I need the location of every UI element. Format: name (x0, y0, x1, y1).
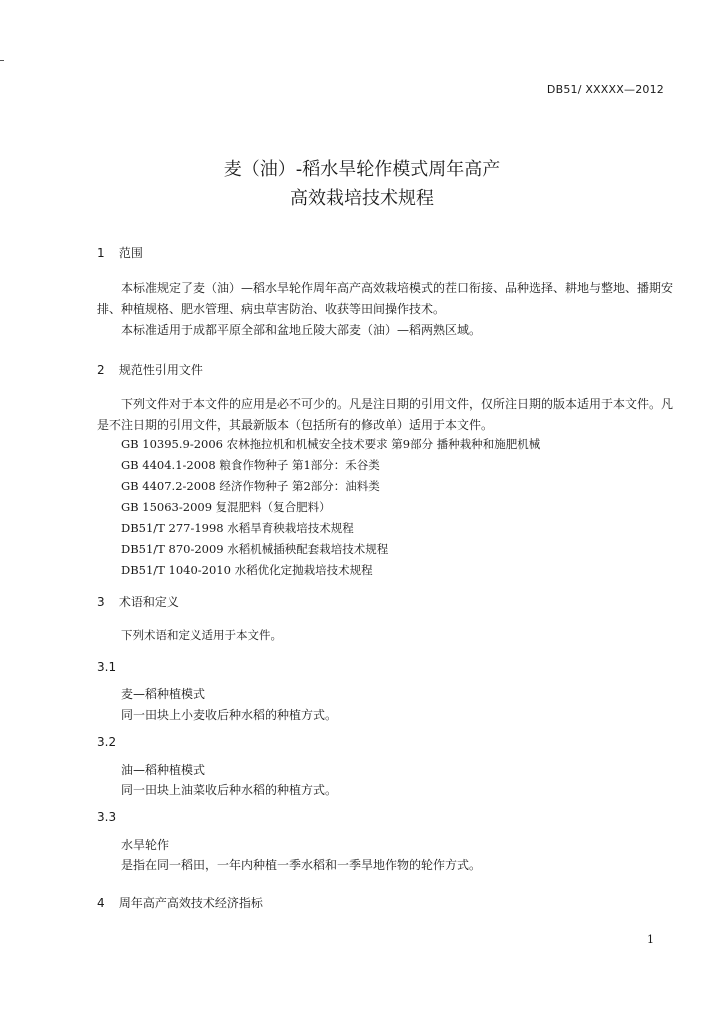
references-intro: 下列文件对于本文件的应用是必不可少的。凡是注日期的引用文件，仅所注日期的版本适用于本文件。凡是不注日期的引用文件，其最新版本（包括所有的修改单）适用于本文件。 (97, 397, 674, 432)
section-2-heading (97, 361, 203, 378)
section-1-heading (97, 244, 143, 261)
term-name: 油—稻种植模式 (121, 763, 206, 777)
reference-item: DB51/T 870-2009 水稻机械插秧配套栽培技术规程 (121, 542, 389, 556)
section-title: 周年高产高效技术经济指标 (118, 896, 263, 910)
section-number: 3 (97, 595, 105, 609)
page-number: 1 (647, 933, 654, 946)
term-definition: 同一田块上小麦收后种水稻的种植方式。 (121, 708, 338, 722)
section-number: 2 (97, 363, 105, 377)
term-definition: 是指在同一稻田，一年内种植一季水稻和一季旱地作物的轮作方式。 (121, 858, 482, 872)
reference-item: DB51/T 1040-2010 水稻优化定抛栽培技术规程 (121, 563, 373, 577)
section-4-heading (97, 894, 263, 911)
term-number: 3.1 (97, 660, 117, 674)
scope-paragraph-1: 本标准规定了麦（油）—稻水旱轮作周年高产高效栽培模式的茬口衔接、品种选择、耕地与整地、播期安排、种植规格、肥水管理、病虫草害防治、收获等田间操作技术。 (97, 281, 674, 316)
reference-item: DB51/T 277-1998 水稻旱育秧栽培技术规程 (121, 521, 354, 535)
section-number: 1 (97, 246, 105, 260)
title-line-1: 麦（油）-稻水旱轮作模式周年高产 (223, 159, 501, 180)
reference-item: GB 15063-2009 复混肥料（复合肥料） (121, 500, 331, 514)
term-definition: 同一田块上油菜收后种水稻的种植方式。 (121, 783, 338, 797)
term-number: 3.3 (97, 810, 117, 824)
terms-intro: 下列术语和定义适用于本文件。 (121, 628, 282, 642)
scope-paragraph-2: 本标准适用于成都平原全部和盆地丘陵大部麦（油）—稻两熟区域。 (121, 323, 482, 337)
reference-item: GB 4407.2-2008 经济作物种子 第2部分：油料类 (121, 479, 380, 493)
document-code: DB51/ XXXXX—2012 (546, 83, 664, 96)
section-number: 4 (97, 896, 105, 910)
term-name: 水旱轮作 (121, 838, 170, 852)
section-3-heading (97, 593, 179, 610)
scan-edge-mark (0, 60, 4, 61)
reference-item: GB 4404.1-2008 粮食作物种子 第1部分：禾谷类 (121, 458, 380, 472)
term-number: 3.2 (97, 735, 117, 749)
term-name: 麦—稻种植模式 (121, 687, 206, 701)
reference-item: GB 10395.9-2006 农林拖拉机和机械安全技术要求 第9部分 播种栽种和施肥机械 (121, 437, 541, 451)
section-title: 术语和定义 (118, 595, 179, 609)
section-title: 规范性引用文件 (118, 363, 203, 377)
section-title: 范围 (118, 246, 143, 260)
title-line-2: 高效栽培技术规程 (290, 188, 434, 209)
